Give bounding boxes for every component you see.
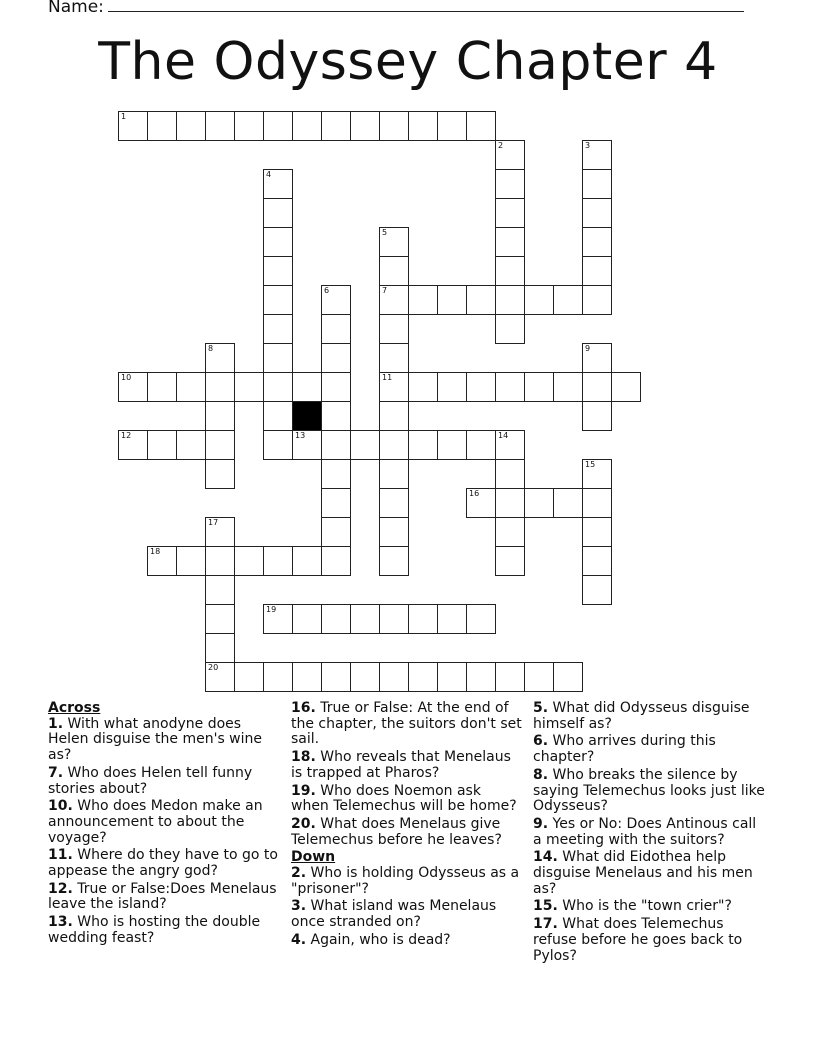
grid-cell[interactable] — [350, 604, 380, 634]
clue-number: 7 — [382, 286, 388, 295]
grid-cell[interactable] — [292, 546, 322, 576]
clue-item-text: Who does Medon make an announcement to about the voyage? — [48, 798, 263, 846]
clue-item-number: 14. — [533, 849, 558, 866]
grid-cell[interactable] — [263, 430, 293, 460]
clue-item — [48, 717, 284, 764]
grid-cell[interactable] — [263, 604, 293, 634]
grid-cell[interactable] — [437, 111, 467, 141]
clue-item-number: 7. — [48, 764, 64, 781]
grid-cell[interactable] — [292, 430, 322, 460]
grid-cell[interactable] — [205, 633, 235, 663]
grid-cell[interactable] — [582, 517, 612, 547]
grid-cell[interactable] — [495, 372, 525, 402]
clue-item — [533, 768, 769, 815]
grid-cell[interactable] — [379, 372, 409, 402]
grid-cell[interactable] — [524, 488, 554, 518]
clue-item-number: 20. — [291, 815, 316, 832]
grid-cell[interactable] — [437, 430, 467, 460]
grid-cell[interactable] — [205, 662, 235, 692]
grid-cell[interactable] — [379, 546, 409, 576]
grid-cell[interactable] — [147, 372, 177, 402]
grid-cell[interactable] — [495, 198, 525, 228]
grid-cell[interactable] — [379, 517, 409, 547]
clue-item-number: 11. — [48, 847, 73, 864]
clue-item-number: 16. — [291, 700, 316, 716]
grid-cell[interactable] — [379, 459, 409, 489]
grid-cell[interactable] — [582, 401, 612, 431]
grid-cell[interactable] — [379, 227, 409, 257]
clue-number: 8 — [208, 344, 214, 353]
grid-cell[interactable] — [495, 488, 525, 518]
grid-cell[interactable] — [553, 372, 583, 402]
grid-cell[interactable] — [437, 285, 467, 315]
grid-cell[interactable] — [321, 343, 351, 373]
grid-cell[interactable] — [321, 372, 351, 402]
grid-cell[interactable] — [205, 459, 235, 489]
grid-cell[interactable] — [379, 401, 409, 431]
grid-cell[interactable] — [495, 662, 525, 692]
clue-number: 11 — [382, 373, 393, 382]
clue-item — [291, 750, 523, 781]
grid-cell[interactable] — [263, 662, 293, 692]
clue-item-number: 15. — [533, 898, 558, 915]
grid-cell[interactable] — [466, 372, 496, 402]
grid-cell[interactable] — [147, 111, 177, 141]
grid-cell[interactable] — [408, 111, 438, 141]
page-title: The Odyssey Chapter 4 — [98, 32, 718, 92]
grid-cell[interactable] — [321, 459, 351, 489]
clue-item — [48, 799, 284, 846]
clue-item — [533, 701, 769, 732]
clue-number: 1 — [121, 112, 127, 121]
grid-cell[interactable] — [321, 604, 351, 634]
clue-item-number: 1. — [48, 715, 64, 732]
clue-item-text: Who is hosting the double wedding feast? — [48, 914, 261, 946]
grid-cell[interactable] — [263, 343, 293, 373]
grid-cell[interactable] — [205, 546, 235, 576]
clue-item — [533, 850, 769, 897]
grid-cell[interactable] — [582, 459, 612, 489]
clue-item-text: Who is holding Odysseus as a "prisoner"? — [291, 865, 520, 897]
clue-item-number: 19. — [291, 782, 316, 799]
grid-cell[interactable] — [292, 604, 322, 634]
grid-cell[interactable] — [234, 662, 264, 692]
clue-item — [291, 933, 523, 949]
grid-cell[interactable] — [582, 488, 612, 518]
grid-cell[interactable] — [582, 546, 612, 576]
grid-cell[interactable] — [263, 285, 293, 315]
grid-cell[interactable] — [466, 662, 496, 692]
clue-item-number: 2. — [291, 865, 307, 882]
grid-cell[interactable] — [379, 314, 409, 344]
grid-cell[interactable] — [205, 401, 235, 431]
grid-cell[interactable] — [118, 372, 148, 402]
grid-cell[interactable] — [118, 111, 148, 141]
grid-cell[interactable] — [379, 430, 409, 460]
grid-cell[interactable] — [437, 372, 467, 402]
grid-cell[interactable] — [495, 169, 525, 199]
grid-cell[interactable] — [379, 662, 409, 692]
clue-item-number: 8. — [533, 766, 549, 783]
grid-cell[interactable] — [495, 546, 525, 576]
grid-cell[interactable] — [234, 111, 264, 141]
clue-number: 4 — [266, 170, 272, 179]
clue-item-text: Who arrives during this chapter? — [533, 733, 716, 766]
grid-cell[interactable] — [263, 227, 293, 257]
grid-cell[interactable] — [292, 662, 322, 692]
grid-cell[interactable] — [379, 256, 409, 286]
grid-cell[interactable] — [321, 662, 351, 692]
grid-cell[interactable] — [524, 285, 554, 315]
clue-item — [291, 701, 523, 748]
grid-cell[interactable] — [437, 604, 467, 634]
clue-item-text: With what anodyne does Helen disguise the men's wine as? — [48, 715, 263, 764]
grid-cell[interactable] — [524, 662, 554, 692]
grid-cell[interactable] — [263, 256, 293, 286]
grid-cell[interactable] — [205, 372, 235, 402]
grid-cell[interactable] — [553, 285, 583, 315]
grid-cell[interactable] — [408, 285, 438, 315]
grid-cell[interactable] — [176, 546, 206, 576]
clue-item-text: Who is the "town crier"? — [557, 898, 732, 915]
grid-cell[interactable] — [495, 285, 525, 315]
grid-cell[interactable] — [292, 111, 322, 141]
grid-cell[interactable] — [582, 169, 612, 199]
grid-cell[interactable] — [176, 372, 206, 402]
grid-cell[interactable] — [263, 169, 293, 199]
grid-cell[interactable] — [350, 111, 380, 141]
grid-cell[interactable] — [582, 372, 612, 402]
clue-number: 9 — [585, 344, 591, 353]
clue-item-text: Where do they have to go to appease the angry god? — [48, 847, 278, 880]
grid-cell[interactable] — [466, 604, 496, 634]
clue-item — [533, 899, 769, 915]
grid-cell[interactable] — [495, 314, 525, 344]
clue-item-number: 12. — [48, 880, 73, 897]
grid-cell[interactable] — [379, 343, 409, 373]
grid-cell[interactable] — [176, 111, 206, 141]
grid-cell[interactable] — [234, 546, 264, 576]
clue-item — [533, 817, 769, 848]
clue-item-number: 6. — [533, 733, 549, 750]
down-heading: Down — [291, 849, 336, 866]
across-heading: Across — [48, 700, 101, 716]
clue-item — [48, 882, 284, 913]
grid-cell[interactable] — [495, 140, 525, 170]
clue-item — [291, 817, 523, 848]
clue-column-1 — [48, 701, 284, 949]
clue-number: 2 — [498, 141, 504, 150]
clue-item — [291, 899, 523, 930]
clue-item — [48, 848, 284, 879]
grid-cell[interactable] — [466, 488, 496, 518]
clue-number: 16 — [469, 489, 480, 498]
grid-cell[interactable] — [263, 372, 293, 402]
clue-item — [291, 784, 523, 815]
clue-item-text: Yes or No: Does Antinous call a meeting with the suitors? — [533, 815, 757, 848]
grid-cell[interactable] — [553, 662, 583, 692]
grid-cell[interactable] — [495, 256, 525, 286]
clue-number: 10 — [121, 373, 132, 382]
clue-item — [48, 915, 284, 946]
grid-cell[interactable] — [611, 372, 641, 402]
clue-number: 15 — [585, 460, 596, 469]
grid-cell[interactable] — [147, 430, 177, 460]
clue-item — [291, 866, 523, 897]
grid-cell[interactable] — [321, 488, 351, 518]
clue-number: 12 — [121, 431, 132, 440]
clue-number: 18 — [150, 547, 161, 556]
clue-item-text: Who does Noemon ask when Telemechus will be home? — [291, 782, 517, 815]
grid-cell[interactable] — [408, 662, 438, 692]
clue-item-number: 3. — [291, 898, 307, 915]
grid-cell[interactable] — [205, 343, 235, 373]
grid-cell[interactable] — [205, 430, 235, 460]
clue-item-text: What did Eidothea help disguise Menelaus and his men as? — [533, 849, 753, 897]
grid-cell[interactable] — [379, 488, 409, 518]
grid-cell[interactable] — [234, 372, 264, 402]
grid-cell[interactable] — [379, 111, 409, 141]
clue-item-text: What does Menelaus give Telemechus before he leaves? — [291, 815, 502, 848]
grid-cell[interactable] — [408, 430, 438, 460]
grid-cell[interactable] — [321, 314, 351, 344]
grid-cell[interactable] — [263, 314, 293, 344]
clue-item-text: True or False: At the end of the chapter, the suitors don't set sail. — [291, 700, 522, 748]
grid-cell[interactable] — [466, 111, 496, 141]
grid-cell[interactable] — [205, 575, 235, 605]
clue-number: 5 — [382, 228, 388, 237]
clue-number: 13 — [295, 431, 306, 440]
grid-cell[interactable] — [466, 430, 496, 460]
grid-cell[interactable] — [321, 285, 351, 315]
clue-item — [533, 734, 769, 765]
grid-cell[interactable] — [379, 285, 409, 315]
grid-cell[interactable] — [321, 111, 351, 141]
grid-cell[interactable] — [205, 111, 235, 141]
grid-cell[interactable] — [495, 227, 525, 257]
grid-cell[interactable] — [321, 517, 351, 547]
clue-item — [48, 766, 284, 797]
grid-cell[interactable] — [350, 662, 380, 692]
clue-item-text: Again, who is dead? — [306, 931, 451, 948]
grid-cell[interactable] — [437, 662, 467, 692]
grid-cell[interactable] — [321, 546, 351, 576]
grid-cell[interactable] — [350, 430, 380, 460]
grid-cell[interactable] — [582, 198, 612, 228]
grid-cell[interactable] — [292, 372, 322, 402]
grid-cell[interactable] — [466, 285, 496, 315]
grid-cell[interactable] — [582, 256, 612, 286]
clue-item-number: 13. — [48, 914, 73, 931]
clue-item-text: What did Odysseus disguise himself as? — [533, 700, 750, 732]
grid-cell[interactable] — [408, 372, 438, 402]
grid-cell[interactable] — [408, 604, 438, 634]
clue-item-text: Who reveals that Menelaus is trapped at Pharos? — [291, 749, 511, 781]
grid-cell[interactable] — [553, 488, 583, 518]
grid-cell[interactable] — [379, 604, 409, 634]
clue-item-number: 9. — [533, 815, 549, 832]
grid-cell[interactable] — [263, 111, 293, 141]
clue-item-number: 5. — [533, 700, 549, 716]
grid-cell[interactable] — [263, 546, 293, 576]
clue-item-number: 18. — [291, 749, 316, 766]
clue-column-2 — [291, 701, 523, 951]
black-cell — [292, 401, 322, 431]
clue-item — [533, 917, 769, 964]
grid-cell[interactable] — [147, 546, 177, 576]
clue-item-number: 10. — [48, 798, 73, 815]
clue-number: 19 — [266, 605, 277, 614]
clue-column-3 — [533, 701, 769, 966]
grid-cell[interactable] — [263, 198, 293, 228]
grid-cell[interactable] — [495, 517, 525, 547]
grid-cell[interactable] — [524, 372, 554, 402]
grid-cell[interactable] — [205, 517, 235, 547]
grid-cell[interactable] — [321, 430, 351, 460]
clue-number: 20 — [208, 663, 219, 672]
clue-number: 17 — [208, 518, 219, 527]
clue-item-number: 17. — [533, 916, 558, 933]
grid-cell[interactable] — [118, 430, 148, 460]
clue-item-text: What island was Menelaus once stranded on? — [291, 898, 497, 931]
grid-cell[interactable] — [321, 401, 351, 431]
grid-cell[interactable] — [582, 575, 612, 605]
grid-cell[interactable] — [582, 227, 612, 257]
clue-number: 3 — [585, 141, 591, 150]
grid-cell[interactable] — [582, 140, 612, 170]
clue-item-text: True or False:Does Menelaus leave the island? — [48, 880, 277, 913]
grid-cell[interactable] — [176, 430, 206, 460]
grid-cell[interactable] — [582, 285, 612, 315]
grid-cell[interactable] — [495, 459, 525, 489]
grid-cell[interactable] — [582, 343, 612, 373]
clue-item-text: Who breaks the silence by saying Telemechus looks just like Odysseus? — [533, 766, 765, 815]
grid-cell[interactable] — [205, 604, 235, 634]
grid-cell[interactable] — [263, 401, 293, 431]
clue-number: 14 — [498, 431, 509, 440]
grid-cell[interactable] — [495, 430, 525, 460]
clue-number: 6 — [324, 286, 330, 295]
clue-item-text: Who does Helen tell funny stories about? — [48, 764, 253, 797]
name-label: Name: — [48, 0, 104, 17]
clue-item-text: What does Telemechus refuse before he goes back to Pylos? — [533, 916, 743, 964]
clue-item-number: 4. — [291, 931, 307, 948]
